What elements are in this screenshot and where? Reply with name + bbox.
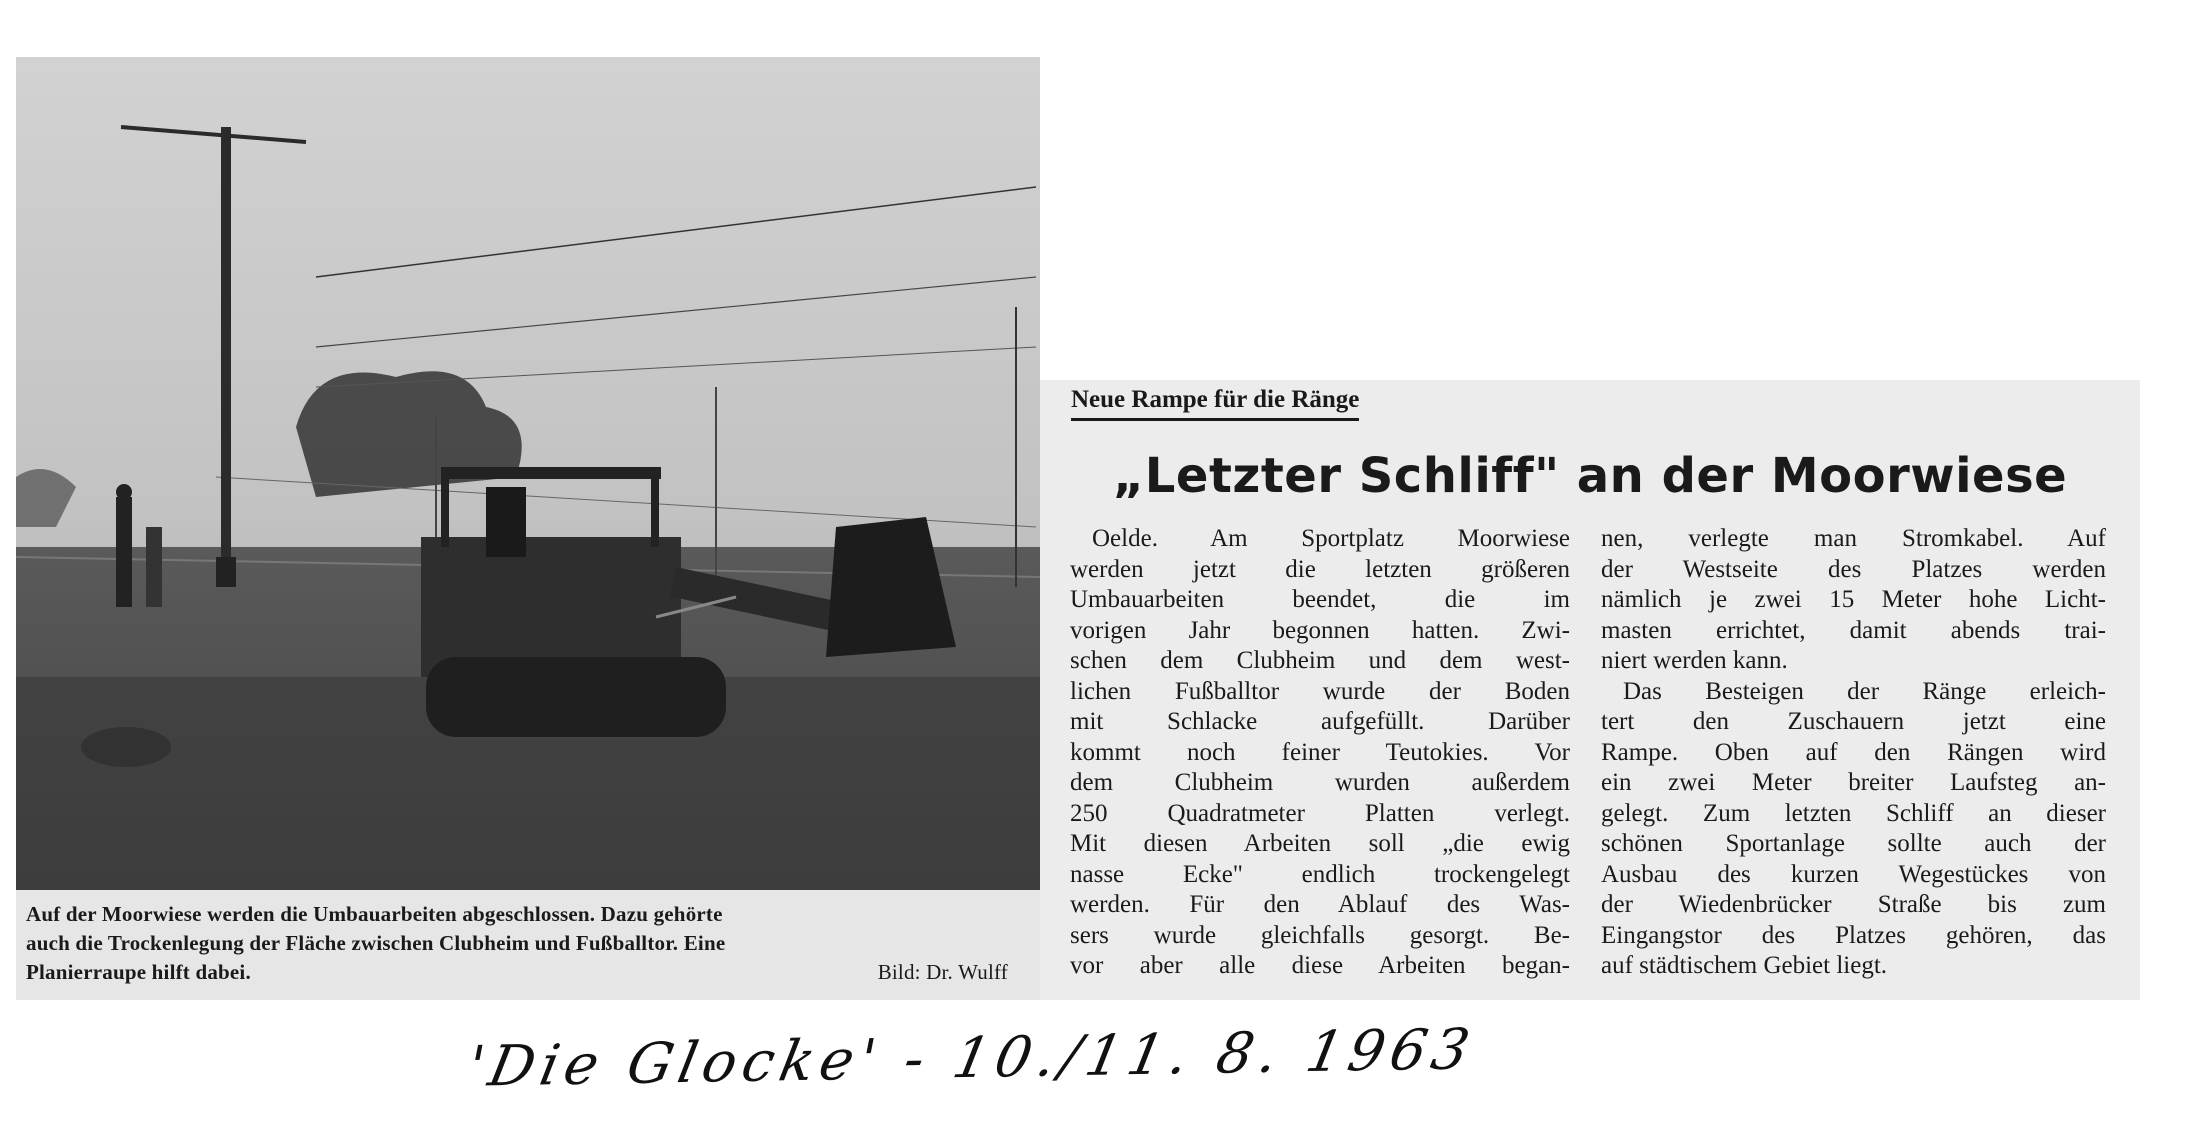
caption-line: Auf der Moorwiese werden die Umbauarbeiten abgeschlossen. Dazu gehörte <box>26 902 723 926</box>
caption-line: auch die Trockenlegung der Fläche zwischen Clubheim und Fußballtor. Eine <box>26 931 726 955</box>
text-line: Mit diesen Arbeiten soll „die ewig <box>1070 830 1570 857</box>
text-line: nen, verlegte man Stromkabel. Auf <box>1601 525 2106 552</box>
article-column-left <box>1070 524 1570 982</box>
text-line: vor aber alle diese Arbeiten began- <box>1070 952 1570 979</box>
text-line: nämlich je zwei 15 Meter hohe Licht- <box>1601 586 2106 613</box>
text-line: Umbauarbeiten beendet, die im <box>1070 586 1570 613</box>
text-line: sers wurde gleichfalls gesorgt. Be- <box>1070 921 1570 949</box>
text-line: Oelde. Am Sportplatz Moorwiese <box>1092 525 1570 552</box>
text-line: tert den Zuschauern jetzt eine <box>1601 708 2106 735</box>
article-kicker: Neue Rampe für die Ränge <box>1071 386 1359 421</box>
text-line: ein zwei Meter breiter Laufsteg an- <box>1601 769 2106 796</box>
text-line: Ausbau des kurzen Wegestückes von <box>1601 860 2106 888</box>
text-line: Das Besteigen der Ränge erleich- <box>1623 677 2106 705</box>
text-line: werden. Für den Ablauf des Was- <box>1070 891 1570 918</box>
text-line: Rampe. Oben auf den Rängen wird <box>1601 738 2106 766</box>
text-line: kommt noch feiner Teutokies. Vor <box>1070 738 1570 766</box>
text-line: lichen Fußballtor wurde der Boden <box>1070 677 1570 705</box>
text-line: Eingangstor des Platzes gehören, das <box>1601 921 2106 949</box>
text-line: schen dem Clubheim und dem west- <box>1070 647 1570 674</box>
text-line: masten errichtet, damit abends trai- <box>1601 616 2106 644</box>
article-headline: „Letzter Schliff" an der Moorwiese <box>1112 448 2068 504</box>
text-line: schönen Sportanlage sollte auch der <box>1601 830 2106 857</box>
text-line: 250 Quadratmeter Platten verlegt. <box>1070 799 1570 827</box>
text-line: niert werden kann. <box>1601 647 1788 674</box>
text-line: der Westseite des Platzes werden <box>1601 555 2106 583</box>
text-line: nasse Ecke" endlich trockengelegt <box>1070 860 1570 888</box>
handwritten-source-note: 'Die Glocke' - 10./11. 8. 1963 <box>461 1017 1481 1100</box>
photo-credit: Bild: Dr. Wulff <box>877 960 1008 984</box>
article-column-right <box>1601 524 2106 982</box>
text-line: dem Clubheim wurden außerdem <box>1070 769 1570 796</box>
text-line: der Wiedenbrücker Straße bis zum <box>1601 891 2106 918</box>
text-line: werden jetzt die letzten größeren <box>1070 555 1570 583</box>
photo-caption <box>26 900 1026 987</box>
text-line: gelegt. Zum letzten Schliff an dieser <box>1601 799 2106 827</box>
text-line: vorigen Jahr begonnen hatten. Zwi- <box>1070 616 1570 644</box>
text-line: auf städtischem Gebiet liegt. <box>1601 952 1888 979</box>
caption-line: Planierraupe hilft dabei. <box>26 960 251 984</box>
text-line: mit Schlacke aufgefüllt. Darüber <box>1070 708 1570 735</box>
bulldozer-photo <box>16 57 1040 890</box>
